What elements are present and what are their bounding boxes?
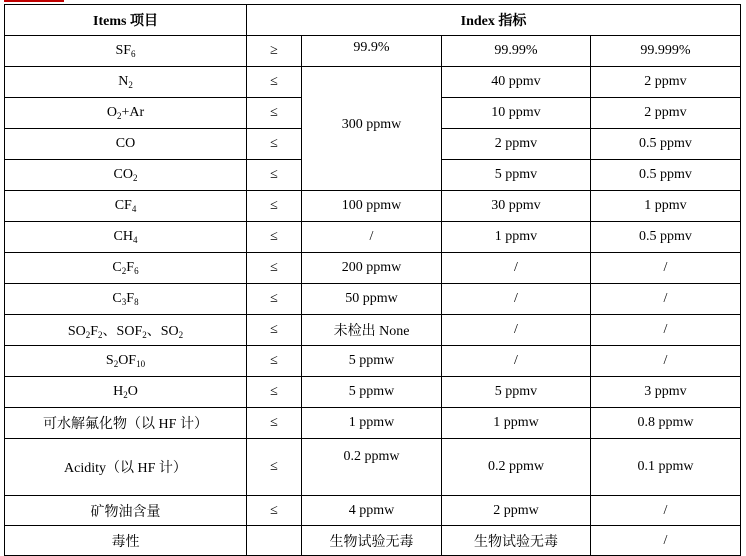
table-row <box>5 526 741 556</box>
value-grade-1: 5 ppmw <box>302 346 442 377</box>
value-grade-3: 0.5 ppmv <box>591 222 741 253</box>
item-name: $CO_2$ <box>5 160 247 191</box>
item-name: $CF_4$ <box>5 191 247 222</box>
table-row <box>5 253 741 284</box>
table-row <box>5 222 741 253</box>
value-grade-1: 50 ppmw <box>302 284 442 315</box>
comparator: ≤ <box>247 496 302 526</box>
comparator: ≤ <box>247 98 302 129</box>
table-row <box>5 408 741 439</box>
comparator: ≤ <box>247 253 302 284</box>
table-row <box>5 67 741 98</box>
value-grade-3: / <box>591 346 741 377</box>
item-name: $O_2+Ar$ <box>5 98 247 129</box>
value-grade-1: 生物试验无毒 <box>302 526 442 556</box>
item-name: $SF_6$ <box>5 36 247 67</box>
comparator: ≤ <box>247 129 302 160</box>
value-grade-3: 1 ppmv <box>591 191 741 222</box>
value-grade-2: 1 ppmw <box>442 408 591 439</box>
item-name: 矿物油含量 <box>5 496 247 526</box>
value-grade-2: 生物试验无毒 <box>442 526 591 556</box>
item-name: $H_2O$ <box>5 377 247 408</box>
comparator: ≤ <box>247 439 302 496</box>
value-grade-3: 0.8 ppmw <box>591 408 741 439</box>
value-grade-1: 1 ppmw <box>302 408 442 439</box>
value-grade-3: / <box>591 284 741 315</box>
table-row <box>5 284 741 315</box>
value-grade-2: 0.2 ppmw <box>442 439 591 496</box>
table-row <box>5 191 741 222</box>
value-grade-3: / <box>591 315 741 346</box>
value-grade-2: 5 ppmv <box>442 160 591 191</box>
item-name: $SO_2F_2$、$SOF_2$、$SO_2$ <box>5 315 247 346</box>
value-grade-2: 2 ppmv <box>442 129 591 160</box>
table-row <box>5 315 741 346</box>
value-grade-3: / <box>591 496 741 526</box>
table-row <box>5 496 741 526</box>
value-grade-2: / <box>442 253 591 284</box>
comparator: ≤ <box>247 315 302 346</box>
value-grade-3: 3 ppmv <box>591 377 741 408</box>
value-grade-1: 4 ppmw <box>302 496 442 526</box>
item-name: $S_2OF_{10}$ <box>5 346 247 377</box>
value-grade-2: 99.99% <box>442 36 591 67</box>
value-grade-1: 200 ppmw <box>302 253 442 284</box>
item-name: Acidity（以 HF 计） <box>5 439 247 496</box>
item-name: $C_3F_8$ <box>5 284 247 315</box>
comparator: ≤ <box>247 160 302 191</box>
value-grade-3: / <box>591 253 741 284</box>
header-items: Items 项目 <box>5 5 247 36</box>
item-name: 毒性 <box>5 526 247 556</box>
value-grade-1: 99.9% <box>302 36 442 67</box>
value-grade-3: 0.5 ppmv <box>591 160 741 191</box>
value-grade-1: / <box>302 222 442 253</box>
value-grade-2: / <box>442 346 591 377</box>
comparator: ≤ <box>247 222 302 253</box>
value-grade-2: 10 ppmv <box>442 98 591 129</box>
table-row <box>5 377 741 408</box>
item-name: CO <box>5 129 247 160</box>
value-grade-1: 5 ppmw <box>302 377 442 408</box>
item-name: 可水解氟化物（以 HF 计） <box>5 408 247 439</box>
value-grade-2: / <box>442 284 591 315</box>
value-grade-3: 0.5 ppmv <box>591 129 741 160</box>
value-grade-1: 100 ppmw <box>302 191 442 222</box>
value-grade-3: 2 ppmv <box>591 98 741 129</box>
item-name: $CH_4$ <box>5 222 247 253</box>
comparator: ≤ <box>247 377 302 408</box>
comparator: ≤ <box>247 284 302 315</box>
header-index: Index 指标 <box>247 5 741 36</box>
item-name: $C_2F_6$ <box>5 253 247 284</box>
value-grade-2: / <box>442 315 591 346</box>
value-grade-3: / <box>591 526 741 556</box>
table-row <box>5 346 741 377</box>
comparator: ≤ <box>247 67 302 98</box>
value-grade-3: 99.999% <box>591 36 741 67</box>
value-grade-2: 2 ppmw <box>442 496 591 526</box>
value-grade-1: 未检出 None <box>302 315 442 346</box>
red-accent-mark <box>4 0 64 2</box>
item-name: $N_2$ <box>5 67 247 98</box>
value-grade-1: 0.2 ppmw <box>302 439 442 496</box>
value-grade-2: 30 ppmv <box>442 191 591 222</box>
value-grade-3: 2 ppmv <box>591 67 741 98</box>
value-grade-2: 1 ppmv <box>442 222 591 253</box>
table-row <box>5 439 741 496</box>
value-grade-2: 5 ppmv <box>442 377 591 408</box>
comparator <box>247 526 302 556</box>
value-grade-1-merged: 300 ppmw <box>302 67 442 191</box>
value-grade-3: 0.1 ppmw <box>591 439 741 496</box>
comparator: ≤ <box>247 408 302 439</box>
table-row <box>5 36 741 67</box>
comparator: ≤ <box>247 191 302 222</box>
header-row <box>5 5 741 36</box>
comparator: ≥ <box>247 36 302 67</box>
specification-table <box>4 4 741 556</box>
comparator: ≤ <box>247 346 302 377</box>
value-grade-2: 40 ppmv <box>442 67 591 98</box>
